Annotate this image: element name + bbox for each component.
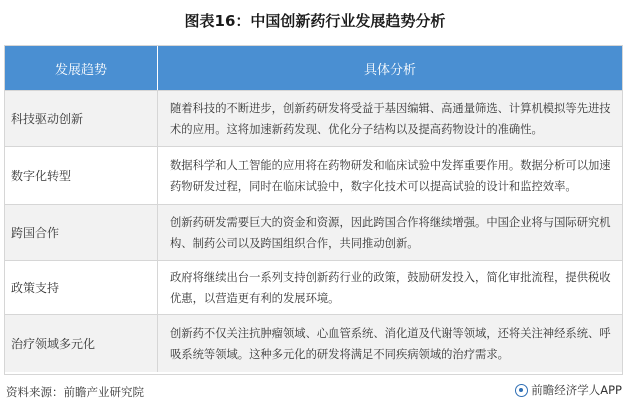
brand-credit [515,382,622,398]
table-row [5,204,622,260]
trend-table [4,45,623,375]
trend-description: 数据科学和人工智能的应用将在药物研发和临床试验中发挥重要作用。数据分析可以加速药物研发过程，同时在临床试验中，数字化技术可以提高试验的设计和监控效率。 [170,158,611,193]
trend-category: 数字化转型 [5,147,158,204]
table-header [5,46,622,90]
trend-category: 跨国合作 [5,205,158,260]
trend-description: 创新药不仅关注抗肿瘤领域、心血管系统、消化道及代谢等领域，还将关注神经系统、呼吸系统等领域。这种多元化的研发将满足不同疾病领域的治疗需求。 [170,326,611,361]
trend-description: 政府将继续出台一系列支持创新药行业的政策，鼓励研发投入，简化审批流程，提供税收优惠，以营造更有利的发展环境。 [170,270,611,305]
trend-category: 科技驱动创新 [5,91,158,146]
table-row [5,90,622,146]
header-analysis: 具体分析 [363,62,416,78]
table-row [5,146,622,204]
figure-title: 图表16：中国创新药行业发展趋势分析 [184,12,446,30]
brand-name: 前瞻经济学人APP [531,383,622,397]
trend-category: 治疗领域多元化 [5,315,158,372]
brand-logo-icon [515,384,528,397]
trend-description: 创新药研发需要巨大的资金和资源，因此跨国合作将继续增强。中国企业将与国际研究机构、制药公司以及跨国组织合作，共同推动创新。 [170,215,611,250]
source-note: 资料来源：前瞻产业研究院 [6,385,144,399]
table-row [5,260,622,314]
trend-description: 随着科技的不断进步，创新药研发将受益于基因编辑、高通量筛选、计算机模拟等先进技术的应用。这将加速新药发现、优化分子结构以及提高药物设计的准确性。 [170,101,611,136]
trend-category: 政策支持 [5,261,158,314]
table-row [5,314,622,372]
header-trend: 发展趋势 [5,46,158,90]
